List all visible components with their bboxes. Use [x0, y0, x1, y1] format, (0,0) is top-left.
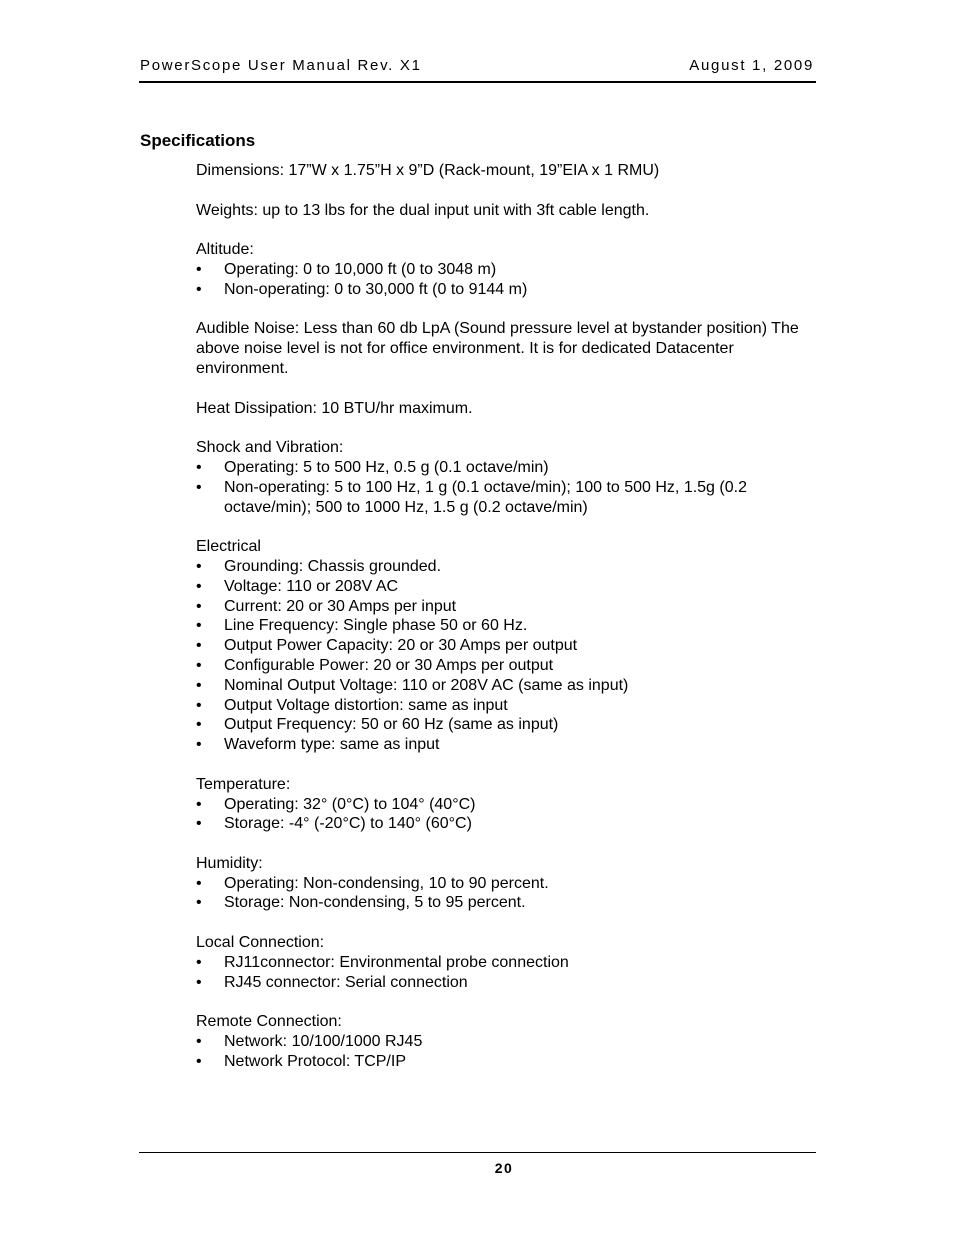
- page-header: [139, 55, 816, 83]
- shock-vibration-list: [196, 458, 826, 517]
- list-item: • Non-operating: 5 to 100 Hz, 1 g (0.1 octave/min); 100 to 500 Hz, 1.5g (0.2 octave/min); 500 to 1000 Hz, 1.5 g (0.2 octave/min): [196, 478, 747, 516]
- bullet-icon: •: [196, 1033, 202, 1051]
- bullet-icon: •: [196, 1052, 202, 1070]
- list-item: • Operating: Non-condensing, 10 to 90 percent.: [196, 874, 549, 892]
- manual-title: PowerScope User Manual Rev. X1: [140, 57, 422, 74]
- list-item: • Current: 20 or 30 Amps per input: [196, 597, 457, 615]
- shock-vibration-section: [196, 438, 826, 517]
- humidity-list: [196, 874, 826, 914]
- bullet-icon: •: [196, 656, 202, 674]
- list-item: • Output Voltage distortion: same as input: [196, 696, 508, 714]
- bullet-icon: •: [196, 696, 202, 714]
- list-item: • Operating: 32° (0°C) to 104° (40°C): [196, 795, 476, 813]
- humidity-title: Humidity:: [196, 854, 263, 872]
- list-item: • Voltage: 110 or 208V AC: [196, 577, 399, 595]
- electrical-title: Electrical: [196, 538, 261, 556]
- bullet-icon: •: [196, 637, 202, 655]
- document-date: August 1, 2009: [689, 57, 814, 74]
- bullet-icon: •: [196, 676, 202, 694]
- weights-text: Weights: up to 13 lbs for the dual input unit with 3ft cable length.: [196, 201, 650, 219]
- bullet-icon: •: [196, 716, 202, 734]
- audible-noise-text: Audible Noise: Less than 60 db LpA (Sound pressure level at bystander position) The above noise level is not for office environment. It is for dedicated Datacenter environment.: [196, 320, 799, 377]
- page-number: 20: [494, 1160, 514, 1176]
- list-item: • Network: 10/100/1000 RJ45: [196, 1033, 423, 1051]
- bullet-icon: •: [196, 597, 202, 615]
- list-item: • Nominal Output Voltage: 110 or 208V AC (same as input): [196, 676, 629, 694]
- temperature-title: Temperature:: [196, 775, 291, 793]
- list-item: • Configurable Power: 20 or 30 Amps per output: [196, 656, 554, 674]
- list-item: • Non-operating: 0 to 30,000 ft (0 to 9144 m): [196, 280, 528, 298]
- bullet-icon: •: [196, 815, 202, 833]
- altitude-section: [196, 240, 826, 299]
- specifications-body: [196, 161, 826, 1091]
- list-item: • Operating: 5 to 500 Hz, 0.5 g (0.1 octave/min): [196, 458, 549, 476]
- heat-dissipation-text: Heat Dissipation: 10 BTU/hr maximum.: [196, 399, 473, 417]
- remote-connection-section: [196, 1012, 826, 1071]
- list-item: • Network Protocol: TCP/IP: [196, 1052, 406, 1070]
- local-connection-section: [196, 933, 826, 992]
- electrical-section: [196, 537, 826, 755]
- list-item: • Waveform type: same as input: [196, 736, 440, 754]
- bullet-icon: •: [196, 557, 202, 575]
- remote-connection-list: [196, 1032, 826, 1072]
- local-connection-list: [196, 953, 826, 993]
- list-item: • RJ11connector: Environmental probe connection: [196, 953, 569, 971]
- bullet-icon: •: [196, 973, 202, 991]
- electrical-list: [196, 557, 826, 755]
- list-item: • Grounding: Chassis grounded.: [196, 557, 442, 575]
- bullet-icon: •: [196, 577, 202, 595]
- remote-connection-title: Remote Connection:: [196, 1013, 342, 1031]
- footer-divider: [139, 1152, 816, 1153]
- list-item: • Operating: 0 to 10,000 ft (0 to 3048 m): [196, 260, 497, 278]
- altitude-title: Altitude:: [196, 241, 254, 259]
- bullet-icon: •: [196, 894, 202, 912]
- bullet-icon: •: [196, 617, 202, 635]
- list-item: • RJ45 connector: Serial connection: [196, 973, 468, 991]
- temperature-section: [196, 775, 826, 834]
- list-item: • Line Frequency: Single phase 50 or 60 Hz.: [196, 617, 528, 635]
- bullet-icon: •: [196, 458, 202, 476]
- bullet-icon: •: [196, 280, 202, 298]
- altitude-list: [196, 260, 826, 300]
- list-item: • Output Power Capacity: 20 or 30 Amps per output: [196, 637, 578, 655]
- dimensions-text: Dimensions: 17”W x 1.75”H x 9”D (Rack-mount, 19”EIA x 1 RMU): [196, 162, 660, 179]
- section-heading: Specifications: [140, 131, 256, 150]
- list-item: • Storage: Non-condensing, 5 to 95 percent.: [196, 894, 526, 912]
- bullet-icon: •: [196, 478, 202, 496]
- humidity-section: [196, 854, 826, 913]
- shock-vibration-title: Shock and Vibration:: [196, 439, 344, 457]
- bullet-icon: •: [196, 874, 202, 892]
- local-connection-title: Local Connection:: [196, 934, 325, 952]
- list-item: • Storage: -4° (-20°C) to 140° (60°C): [196, 815, 472, 833]
- temperature-list: [196, 795, 826, 835]
- bullet-icon: •: [196, 260, 202, 278]
- bullet-icon: •: [196, 795, 202, 813]
- bullet-icon: •: [196, 953, 202, 971]
- bullet-icon: •: [196, 736, 202, 754]
- list-item: • Output Frequency: 50 or 60 Hz (same as input): [196, 716, 559, 734]
